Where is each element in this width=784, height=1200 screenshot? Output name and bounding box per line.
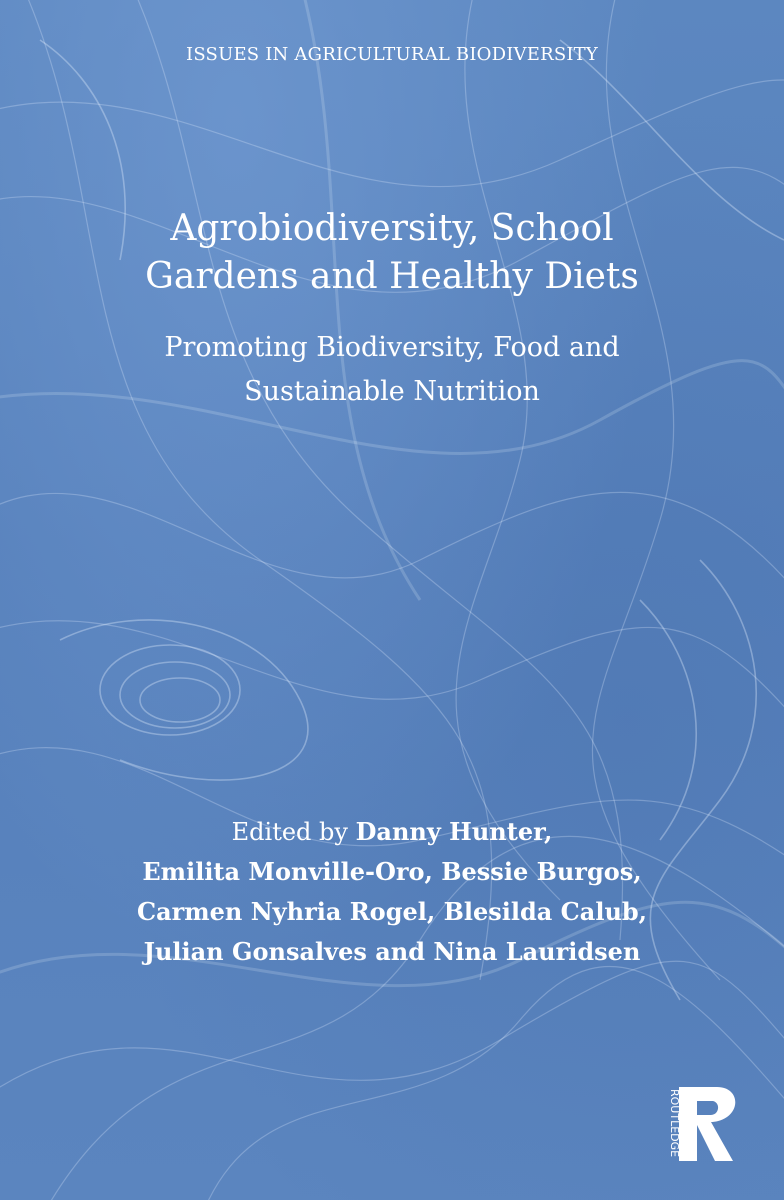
editors-line-3: Carmen Nyhria Rogel, Blesilda Calub,	[136, 897, 648, 926]
routledge-r-logo-icon	[657, 1075, 747, 1170]
editors-line-1	[40, 812, 744, 852]
book-subtitle	[40, 326, 744, 414]
editor-name-lead: Danny Hunter,	[355, 817, 553, 846]
publisher-name: ROUTLEDGE	[668, 1089, 681, 1158]
book-title-line-1: Agrobiodiversity, School	[170, 208, 614, 249]
book-subtitle-line-2: Sustainable Nutrition	[244, 376, 540, 407]
series-title: ISSUES IN AGRICULTURAL BIODIVERSITY	[186, 44, 598, 65]
book-subtitle-line-1: Promoting Biodiversity, Food and	[164, 332, 620, 363]
edited-by-label: Edited by	[231, 818, 356, 846]
book-title-line-2: Gardens and Healthy Diets	[145, 256, 639, 297]
editors-block	[40, 812, 744, 972]
editors-line-2: Emilita Monville-Oro, Bessie Burgos,	[142, 857, 642, 886]
book-title	[40, 205, 744, 301]
editors-line-4: Julian Gonsalves and Nina Lauridsen	[143, 937, 641, 966]
routledge-logo	[657, 1075, 747, 1170]
